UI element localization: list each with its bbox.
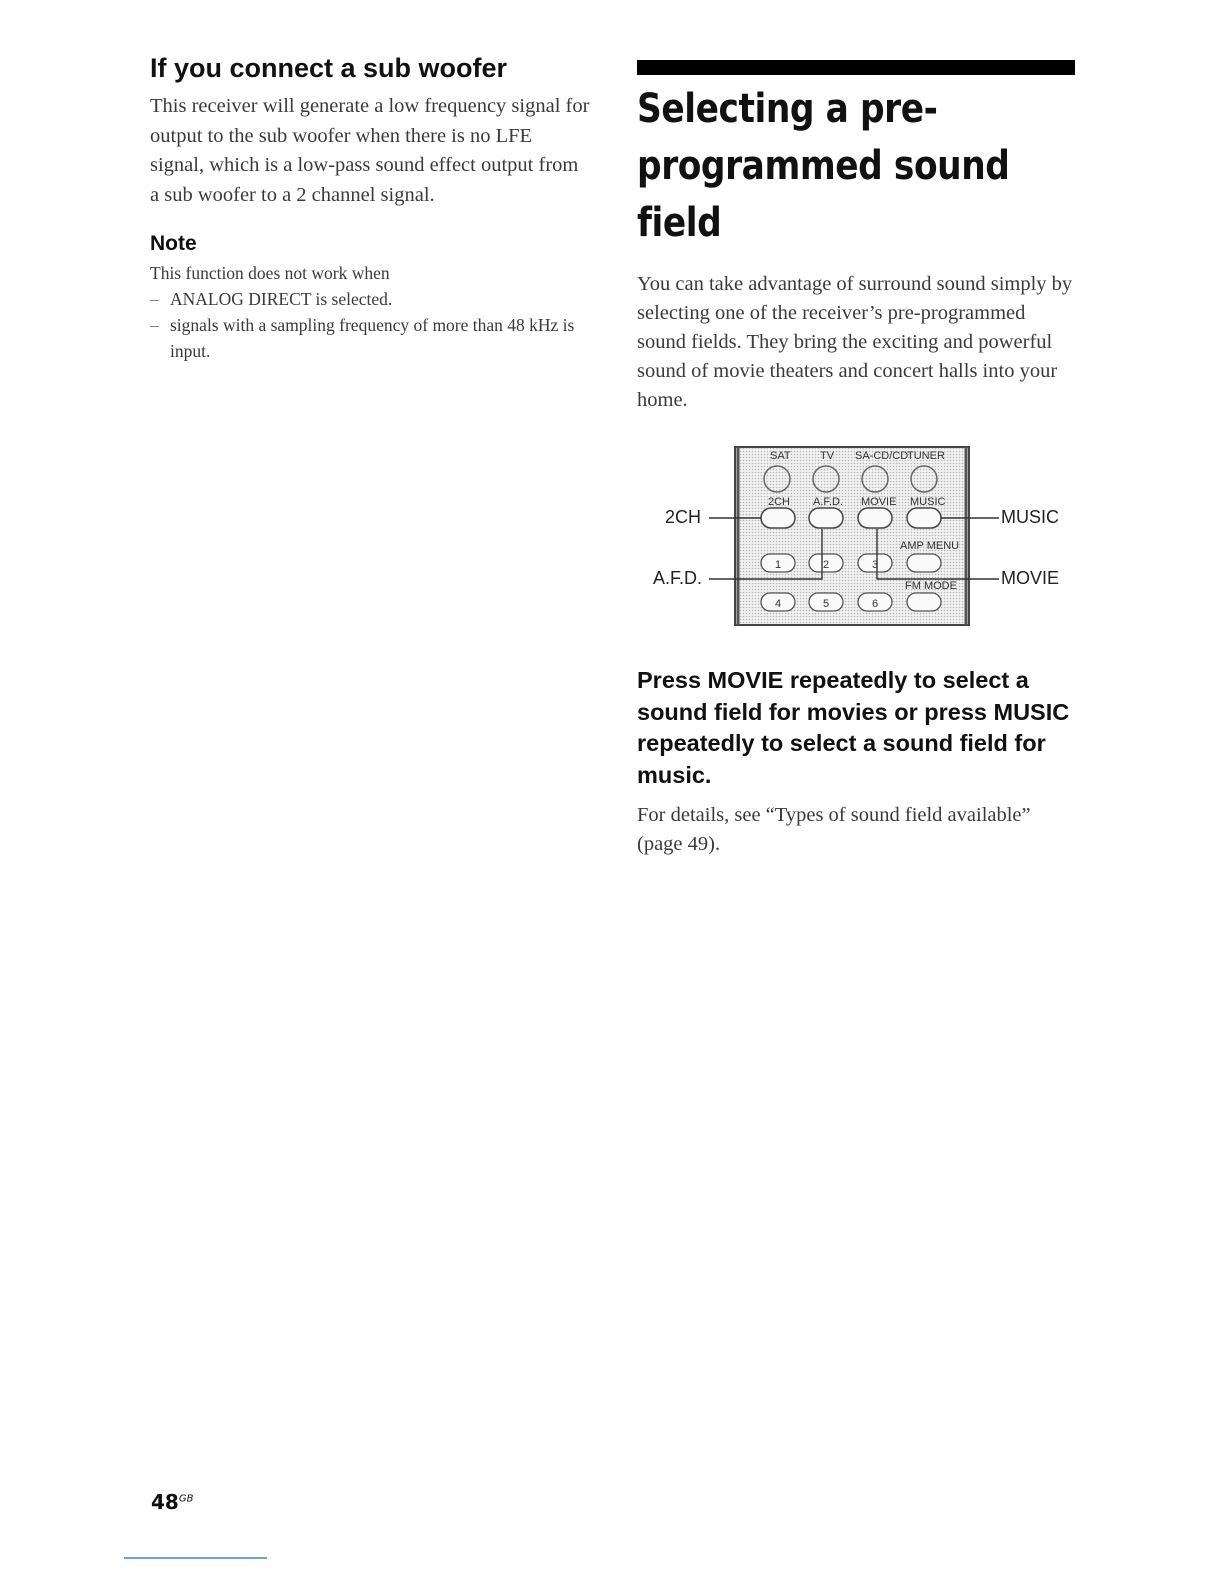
svg-text:3: 3 [872,559,879,571]
page-number [151,1490,193,1514]
note-list [150,286,590,364]
remote-illustration [637,441,1077,631]
svg-text:FM MODE: FM MODE [905,580,957,592]
section-title: Selecting a pre-programmed sound field [637,86,1010,246]
sub-woofer-heading: If you connect a sub woofer [150,53,508,83]
right-column [637,60,1077,859]
note-heading: Note [150,232,197,255]
svg-text:5: 5 [823,598,830,610]
bottom-rule [124,1557,267,1559]
section-rule [637,60,1075,75]
sub-woofer-paragraph: This receiver will generate a low frequency signal for output to the sub woofer when there is no LFE signal, which is a low-pass sound effect output from a sub woofer to a 2 channel signal. [150,95,590,206]
svg-text:A.F.D.: A.F.D. [813,496,843,508]
remote-figure [637,441,1077,631]
svg-text:4: 4 [775,598,782,610]
svg-text:MUSIC: MUSIC [910,496,946,508]
page-number-value: 48 [151,1490,179,1514]
callout-2ch: 2CH [665,507,702,527]
svg-text:MOVIE: MOVIE [861,496,897,508]
callout-movie: MOVIE [1001,568,1060,588]
instruction-step: Press MOVIE repeatedly to select a sound field for movies or press MUSIC repeatedly to select a sound field for music. [637,667,1070,788]
svg-text:SA-CD/CD: SA-CD/CD [855,450,909,462]
svg-text:6: 6 [872,598,879,610]
page-suffix: GB [178,1493,194,1505]
svg-text:2CH: 2CH [768,496,791,508]
note-item: – signals with a sampling frequency of more than 48 kHz is input. [150,312,590,364]
note-item: – ANALOG DIRECT is selected. [150,286,590,312]
svg-text:SAT: SAT [770,450,791,462]
note-intro: This function does not work when [150,263,390,283]
svg-text:AMP MENU: AMP MENU [900,540,960,552]
svg-text:TV: TV [820,450,835,462]
left-column [150,52,590,364]
svg-text:2: 2 [823,559,830,571]
callout-afd: A.F.D. [653,568,703,588]
svg-text:1: 1 [775,559,782,571]
callout-music: MUSIC [1001,507,1059,527]
details-reference: For details, see “Types of sound field available” (page 49). [637,804,1031,855]
intro-paragraph: You can take advantage of surround sound simply by selecting one of the receiver’s pre-programmed sound fields. They bring the exciting and powerful sound of movie theaters and concert halls into your home. [637,273,1073,411]
svg-text:TUNER: TUNER [907,450,945,462]
